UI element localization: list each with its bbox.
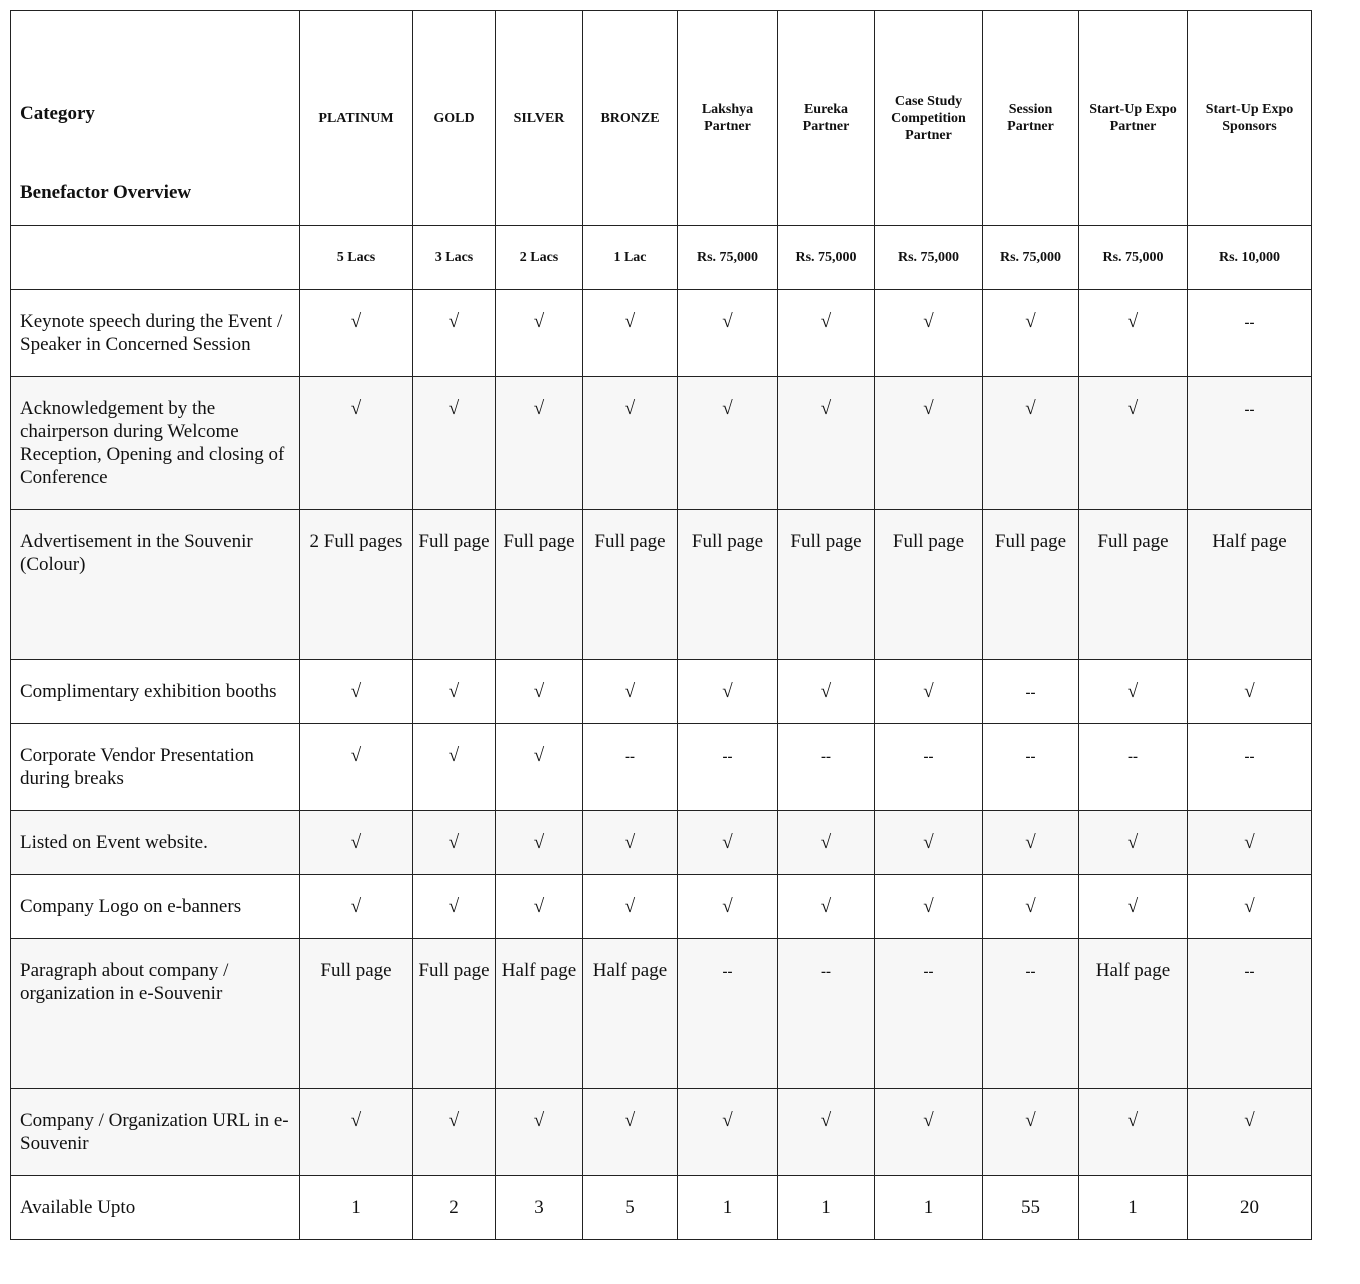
benefit-row: [11, 1176, 1312, 1240]
check-mark-cell: √: [583, 811, 678, 875]
benefit-row: [11, 875, 1312, 939]
benefit-label: Listed on Event website.: [11, 811, 300, 875]
tier-header-bronze: BRONZE: [583, 11, 678, 226]
header-row: [11, 11, 1312, 226]
check-mark-cell: √: [300, 875, 413, 939]
check-mark-cell: √: [413, 377, 496, 510]
value-cell: Half page: [1188, 510, 1312, 660]
price-label-cell: [11, 226, 300, 290]
tier-header-platinum: PLATINUM: [300, 11, 413, 226]
price-cell: 2 Lacs: [496, 226, 583, 290]
benefit-row: [11, 290, 1312, 377]
check-mark-cell: √: [778, 875, 875, 939]
value-cell: 1: [300, 1176, 413, 1240]
check-mark-cell: √: [983, 811, 1079, 875]
check-mark-cell: √: [1188, 811, 1312, 875]
value-cell: Full page: [875, 510, 983, 660]
check-mark-cell: √: [1079, 290, 1188, 377]
check-mark-cell: √: [875, 290, 983, 377]
check-mark-cell: √: [496, 875, 583, 939]
tier-header-case-study: Case Study Competition Partner: [875, 11, 983, 226]
value-cell: Full page: [583, 510, 678, 660]
not-included-cell: --: [983, 660, 1079, 724]
check-mark-cell: √: [300, 1089, 413, 1176]
benefit-label: Acknowledgement by the chairperson during Welcome Reception, Opening and closing of Conference: [11, 377, 300, 510]
check-mark-cell: √: [778, 1089, 875, 1176]
check-mark-cell: √: [300, 290, 413, 377]
check-mark-cell: √: [875, 811, 983, 875]
not-included-cell: --: [875, 724, 983, 811]
check-mark-cell: √: [496, 811, 583, 875]
value-cell: Full page: [983, 510, 1079, 660]
check-mark-cell: √: [496, 1089, 583, 1176]
price-cell: Rs. 75,000: [778, 226, 875, 290]
not-included-cell: --: [983, 724, 1079, 811]
check-mark-cell: √: [583, 660, 678, 724]
benefit-row: [11, 660, 1312, 724]
benefit-label: Company / Organization URL in e-Souvenir: [11, 1089, 300, 1176]
check-mark-cell: √: [778, 377, 875, 510]
check-mark-cell: √: [875, 377, 983, 510]
check-mark-cell: √: [583, 290, 678, 377]
tier-header-startup-expo-sponsors: Start-Up Expo Sponsors: [1188, 11, 1312, 226]
check-mark-cell: √: [1079, 875, 1188, 939]
not-included-cell: --: [1188, 377, 1312, 510]
check-mark-cell: √: [413, 811, 496, 875]
benefit-row: [11, 811, 1312, 875]
check-mark-cell: √: [678, 875, 778, 939]
benefit-label: Available Upto: [11, 1176, 300, 1240]
benefit-label: Advertisement in the Souvenir (Colour): [11, 510, 300, 660]
value-cell: Full page: [678, 510, 778, 660]
value-cell: Half page: [496, 939, 583, 1089]
check-mark-cell: √: [413, 724, 496, 811]
benefit-label: Complimentary exhibition booths: [11, 660, 300, 724]
check-mark-cell: √: [300, 377, 413, 510]
check-mark-cell: √: [983, 290, 1079, 377]
check-mark-cell: √: [678, 377, 778, 510]
value-cell: 3: [496, 1176, 583, 1240]
tier-header-silver: SILVER: [496, 11, 583, 226]
check-mark-cell: √: [1188, 875, 1312, 939]
value-cell: 1: [875, 1176, 983, 1240]
benefit-label: Company Logo on e-banners: [11, 875, 300, 939]
value-cell: 55: [983, 1176, 1079, 1240]
benefit-label: Paragraph about company / organization in e-Souvenir: [11, 939, 300, 1089]
check-mark-cell: √: [983, 1089, 1079, 1176]
check-mark-cell: √: [1188, 660, 1312, 724]
value-cell: Full page: [1079, 510, 1188, 660]
not-included-cell: --: [778, 724, 875, 811]
not-included-cell: --: [1079, 724, 1188, 811]
check-mark-cell: √: [778, 660, 875, 724]
check-mark-cell: √: [1079, 377, 1188, 510]
not-included-cell: --: [1188, 290, 1312, 377]
check-mark-cell: √: [583, 377, 678, 510]
check-mark-cell: √: [678, 290, 778, 377]
not-included-cell: --: [983, 939, 1079, 1089]
tier-header-session: Session Partner: [983, 11, 1079, 226]
value-cell: Full page: [300, 939, 413, 1089]
tier-header-startup-expo-partner: Start-Up Expo Partner: [1079, 11, 1188, 226]
check-mark-cell: √: [300, 724, 413, 811]
price-cell: Rs. 10,000: [1188, 226, 1312, 290]
not-included-cell: --: [678, 939, 778, 1089]
check-mark-cell: √: [496, 377, 583, 510]
not-included-cell: --: [583, 724, 678, 811]
price-cell: 3 Lacs: [413, 226, 496, 290]
check-mark-cell: √: [413, 875, 496, 939]
check-mark-cell: √: [300, 660, 413, 724]
price-cell: Rs. 75,000: [1079, 226, 1188, 290]
category-heading: Category: [20, 103, 95, 124]
price-cell: Rs. 75,000: [983, 226, 1079, 290]
value-cell: Full page: [413, 939, 496, 1089]
check-mark-cell: √: [1079, 660, 1188, 724]
check-mark-cell: √: [413, 290, 496, 377]
value-cell: Full page: [778, 510, 875, 660]
check-mark-cell: √: [983, 377, 1079, 510]
value-cell: Full page: [496, 510, 583, 660]
check-mark-cell: √: [875, 1089, 983, 1176]
check-mark-cell: √: [413, 660, 496, 724]
check-mark-cell: √: [413, 1089, 496, 1176]
check-mark-cell: √: [875, 875, 983, 939]
benefit-row: [11, 377, 1312, 510]
check-mark-cell: √: [983, 875, 1079, 939]
price-cell: 1 Lac: [583, 226, 678, 290]
check-mark-cell: √: [496, 660, 583, 724]
benefit-label: Corporate Vendor Presentation during breaks: [11, 724, 300, 811]
benefit-row: [11, 939, 1312, 1089]
check-mark-cell: √: [1188, 1089, 1312, 1176]
check-mark-cell: √: [778, 290, 875, 377]
benefit-row: [11, 1089, 1312, 1176]
check-mark-cell: √: [678, 660, 778, 724]
price-cell: 5 Lacs: [300, 226, 413, 290]
check-mark-cell: √: [583, 1089, 678, 1176]
check-mark-cell: √: [875, 660, 983, 724]
tier-header-eureka: Eureka Partner: [778, 11, 875, 226]
benefit-row: [11, 724, 1312, 811]
price-row: [11, 226, 1312, 290]
check-mark-cell: √: [778, 811, 875, 875]
value-cell: 1: [778, 1176, 875, 1240]
value-cell: 1: [1079, 1176, 1188, 1240]
benefit-row: [11, 510, 1312, 660]
check-mark-cell: √: [678, 811, 778, 875]
price-cell: Rs. 75,000: [678, 226, 778, 290]
benefactor-overview-heading: Benefactor Overview: [20, 182, 192, 203]
check-mark-cell: √: [1079, 1089, 1188, 1176]
check-mark-cell: √: [583, 875, 678, 939]
value-cell: 5: [583, 1176, 678, 1240]
not-included-cell: --: [778, 939, 875, 1089]
value-cell: 20: [1188, 1176, 1312, 1240]
not-included-cell: --: [1188, 939, 1312, 1089]
value-cell: Half page: [1079, 939, 1188, 1089]
category-header-cell: [11, 11, 300, 226]
check-mark-cell: √: [496, 290, 583, 377]
check-mark-cell: √: [496, 724, 583, 811]
value-cell: Full page: [413, 510, 496, 660]
value-cell: 2 Full pages: [300, 510, 413, 660]
value-cell: 2: [413, 1176, 496, 1240]
tier-header-gold: GOLD: [413, 11, 496, 226]
value-cell: 1: [678, 1176, 778, 1240]
benefactor-table: [10, 10, 1312, 1240]
not-included-cell: --: [1188, 724, 1312, 811]
value-cell: Half page: [583, 939, 678, 1089]
benefit-label: Keynote speech during the Event / Speaker in Concerned Session: [11, 290, 300, 377]
not-included-cell: --: [678, 724, 778, 811]
tier-header-lakshya: Lakshya Partner: [678, 11, 778, 226]
check-mark-cell: √: [300, 811, 413, 875]
check-mark-cell: √: [1079, 811, 1188, 875]
price-cell: Rs. 75,000: [875, 226, 983, 290]
not-included-cell: --: [875, 939, 983, 1089]
check-mark-cell: √: [678, 1089, 778, 1176]
